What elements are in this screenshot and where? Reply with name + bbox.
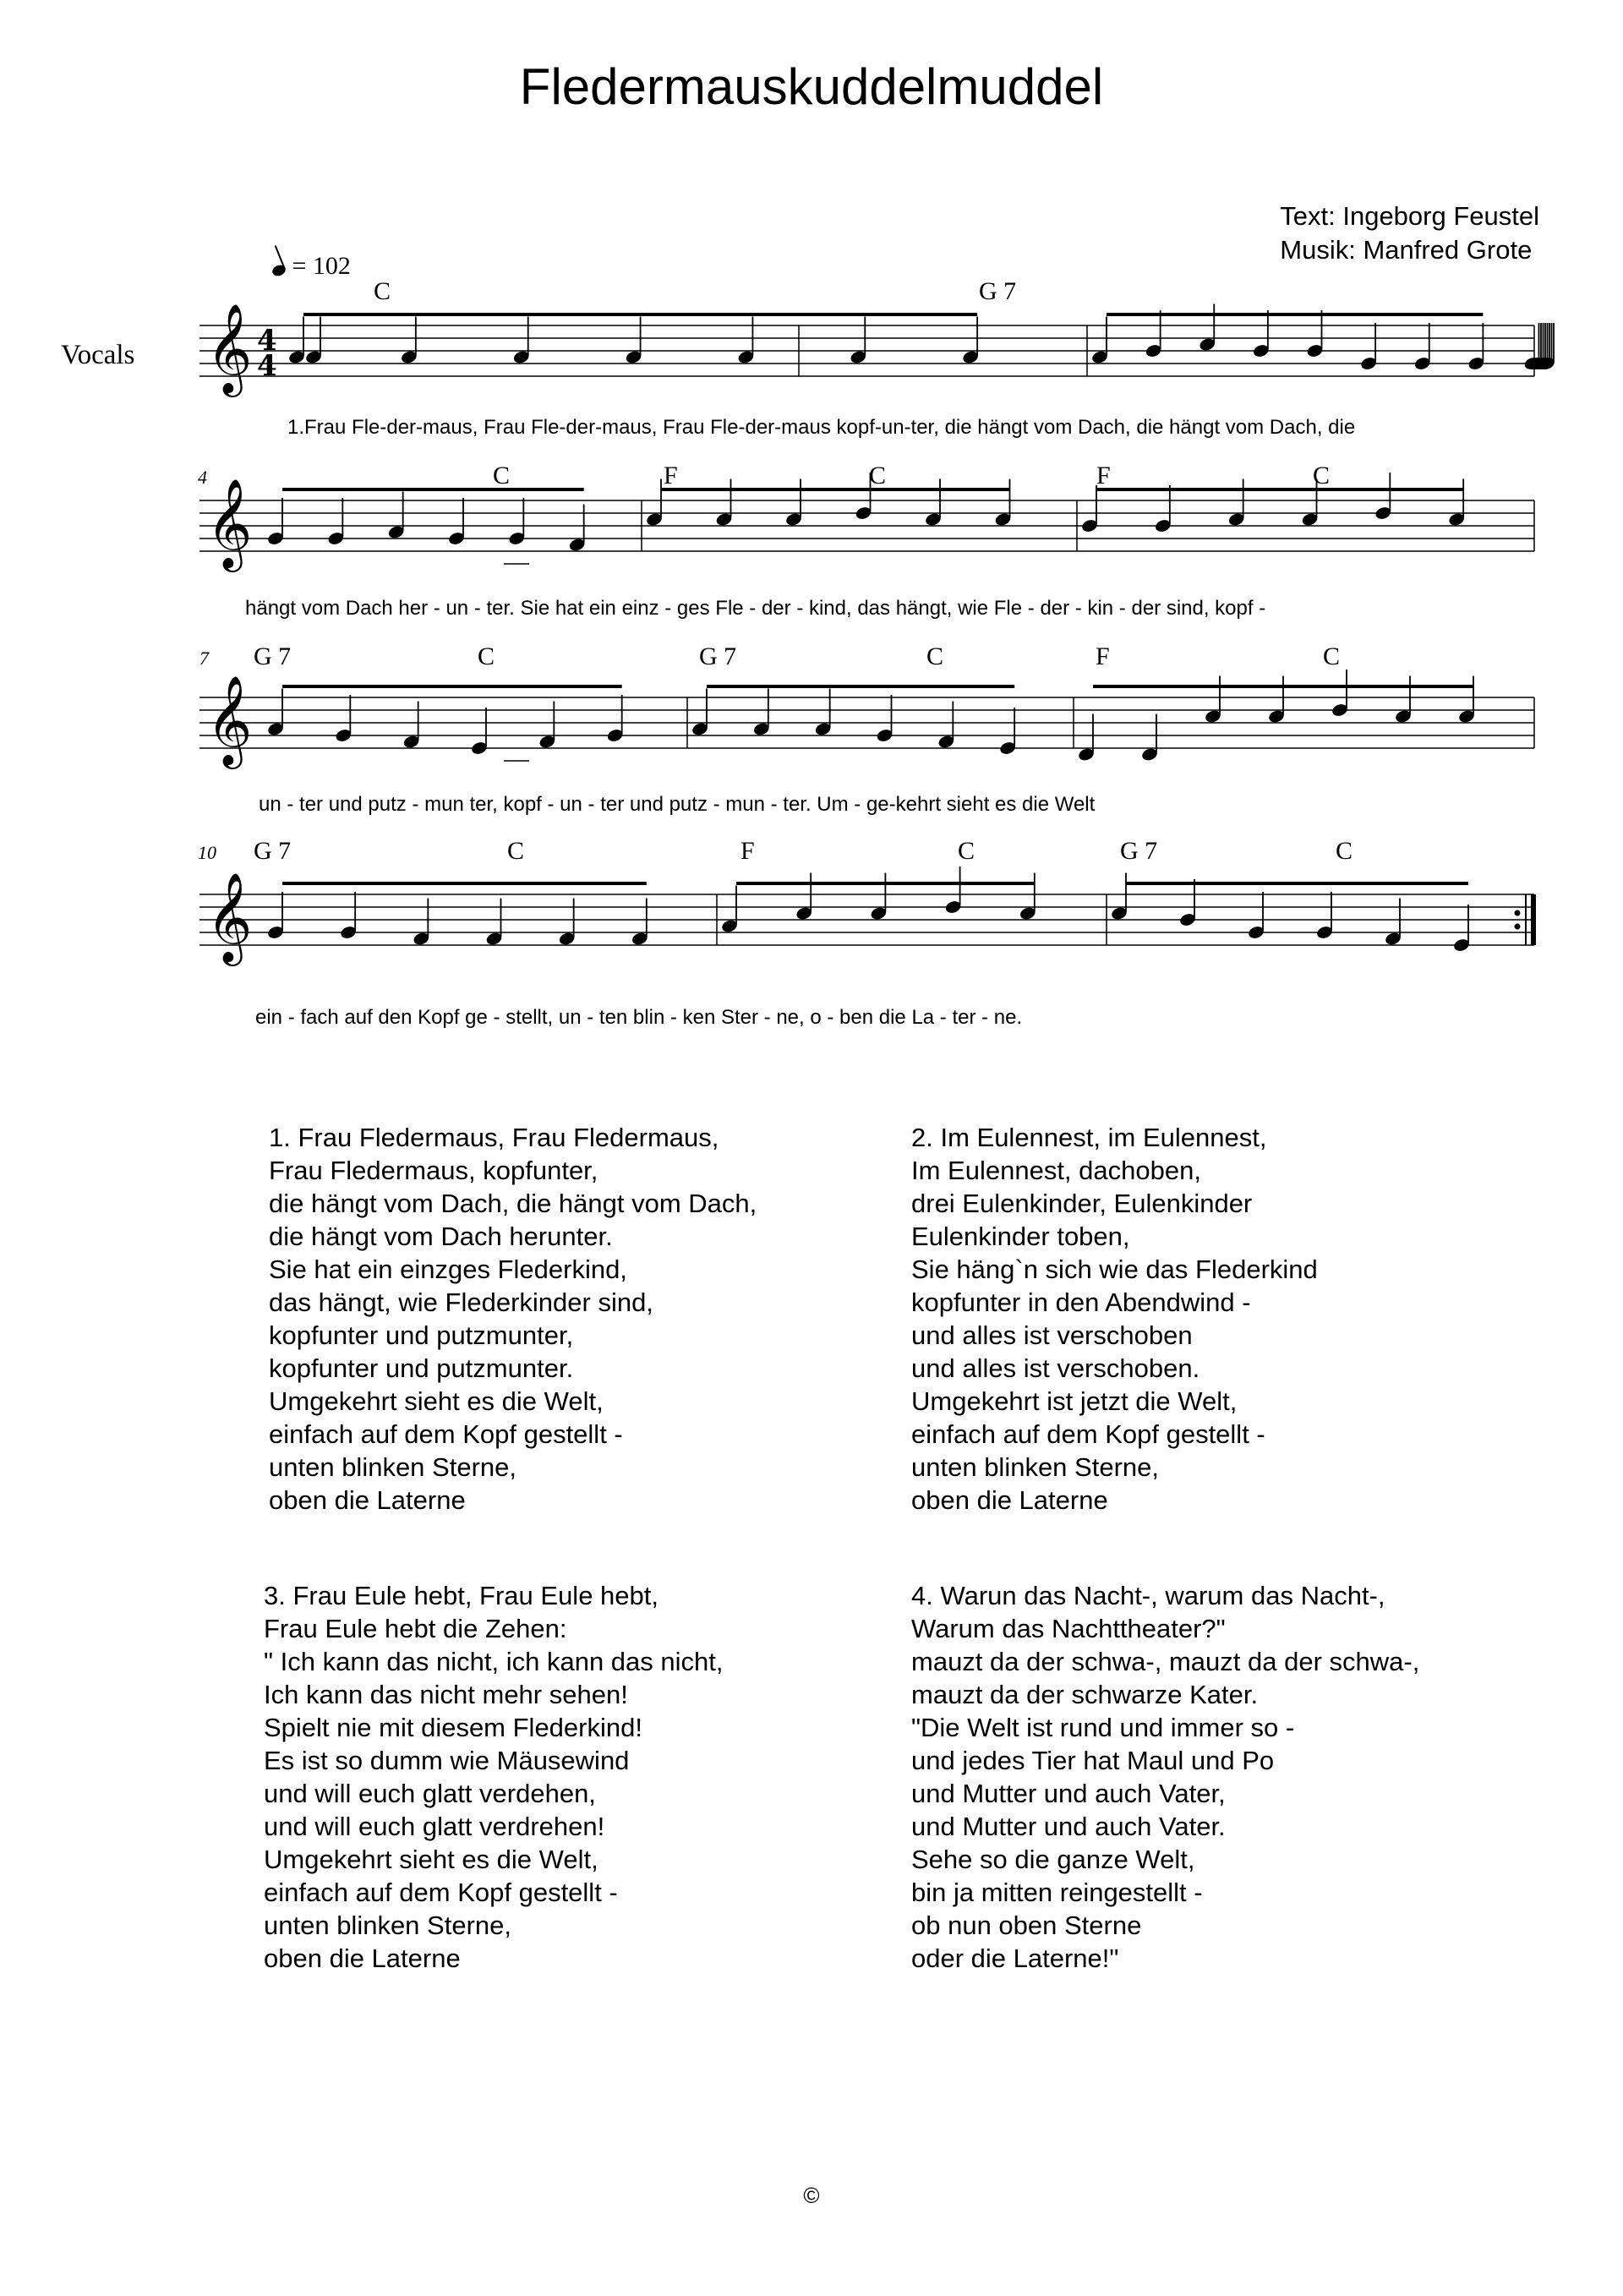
note-beam [282, 685, 622, 688]
note-beam [1093, 685, 1473, 688]
chord-s2-1: C [493, 462, 511, 489]
chord-s3-5: F [1096, 642, 1110, 670]
repeat-thick-line [1531, 894, 1536, 945]
lyrics-system-1: 1.Frau Fle-der-maus, Frau Fle-der-maus, Frau Fle-der-maus kopf-un-ter, die hängt vom Dach, die hängt vom Dach, die [287, 416, 1356, 439]
note-beam [736, 882, 1035, 885]
repeat-dot [1515, 910, 1521, 916]
note-beam [1126, 882, 1468, 885]
time-signature-top: 4 [257, 324, 277, 358]
chord-s3-3: G 7 [699, 642, 737, 670]
repeat-dot [1515, 924, 1521, 930]
chord-s4-3: F [740, 837, 755, 865]
instrument-label: Vocals [61, 340, 135, 370]
note-beam [303, 313, 977, 316]
chord-s4-2: C [507, 837, 525, 865]
note-beam [1107, 313, 1483, 316]
composer: Musik: Manfred Grote [1280, 235, 1533, 265]
chord-s3-6: C [1323, 642, 1341, 670]
note-beam [707, 685, 1014, 688]
chord-s4-1: G 7 [254, 837, 292, 865]
chord-s3-1: G 7 [254, 642, 292, 670]
note-beam [661, 488, 1010, 491]
chord-s4-5: G 7 [1120, 837, 1158, 865]
chord-s2-2: F [664, 462, 678, 489]
music-score [0, 0, 1623, 1048]
chord-s3-4: C [926, 642, 944, 670]
chord-s3-2: C [478, 642, 495, 670]
treble-clef-icon: 𝄞 [206, 675, 253, 765]
treble-clef-icon: 𝄞 [206, 478, 253, 568]
treble-clef-icon: 𝄞 [206, 872, 253, 962]
chord-s2-5: C [1313, 462, 1331, 489]
chord-s2-4: F [1096, 462, 1111, 489]
time-signature-bottom: 4 [257, 349, 277, 383]
copyright-symbol: © [803, 2183, 820, 2208]
chord-s2-3: C [869, 462, 887, 489]
chord-s1-1: C [374, 277, 391, 305]
tempo-value: = 102 [292, 252, 351, 280]
treble-clef-icon: 𝄞 [206, 303, 253, 393]
stanza-2: 2. Im Eulennest, im Eulennest, Im Eulennest, dachoben, drei Eulenkinder, Eulenkinder Eulenkinder toben, Sie häng`n sich wie das Flederkind kopfunter in den Abendwind - und alles ist verschoben und alles ist verschoben. Umgekehrt ist jetzt die Welt, einfach auf dem Kopf gestellt - unten blinken Sterne, oben die Laterne [911, 1123, 1318, 1515]
lyrics-system-4: ein - fach auf den Kopf ge - stellt, un - ten blin - ken Ster - ne, o - ben die La - ter - ne. [255, 1006, 1023, 1029]
stanza-4: 4. Warun das Nacht-, warum das Nacht-, Warum das Nachttheater?" mauzt da der schwa-, mauzt da der schwa-, mauzt da der schwarze Kater. "Die Welt ist rund und immer so - und jedes Tier hat Maul und Po und Mutter und auch Vater, und Mutter und auch Vater. Sehe so die ganze Welt, bin ja mitten reingestellt - ob nun oben Sterne oder die Laterne!" [911, 1581, 1420, 1973]
chord-s4-4: C [958, 837, 975, 865]
lyrics-system-3: un - ter und putz - mun ter, kopf - un - ter und putz - mun - ter. Um - ge-kehrt sieht es die Welt [259, 793, 1096, 816]
measure-number-7: 7 [199, 648, 209, 669]
stanza-3: 3. Frau Eule hebt, Frau Eule hebt, Frau Eule hebt die Zehen: " Ich kann das nicht, ich kann das nicht, Ich kann das nicht mehr sehen! Spielt nie mit diesem Flederkind! Es ist so dumm wie Mäusewind und will euch glatt verdehen, und will euch glatt verdrehen! Umgekehrt sieht es die Welt, einfach auf dem Kopf gestellt - unten blinken Sterne, oben die Laterne [264, 1581, 724, 1973]
note-beam [282, 882, 647, 885]
chord-s1-2: G 7 [979, 277, 1017, 305]
lyricist: Text: Ingeborg Feustel [1280, 201, 1539, 231]
song-title: Fledermauskuddelmuddel [519, 58, 1104, 115]
note-beam [282, 488, 584, 491]
measure-number-10: 10 [198, 842, 216, 863]
measure-number-4: 4 [198, 467, 207, 488]
stanza-1: 1. Frau Fledermaus, Frau Fledermaus, Frau Fledermaus, kopfunter, die hängt vom Dach, die hängt vom Dach, die hängt vom Dach herunter. Sie hat ein einzges Flederkind, das hängt, wie Flederkinder sind, kopfunter und putzmunter, kopfunter und putzmunter. Umgekehrt sieht es die Welt, einfach auf dem Kopf gestellt - unten blinken Sterne, oben die Laterne [269, 1123, 757, 1515]
lyrics-system-2: hängt vom Dach her - un - ter. Sie hat ein einz - ges Fle - der - kind, das hängt, wie Fle - der - kin - der sind, kopf - [245, 597, 1266, 620]
chord-s4-6: C [1336, 837, 1353, 865]
note-beam [1096, 488, 1463, 491]
